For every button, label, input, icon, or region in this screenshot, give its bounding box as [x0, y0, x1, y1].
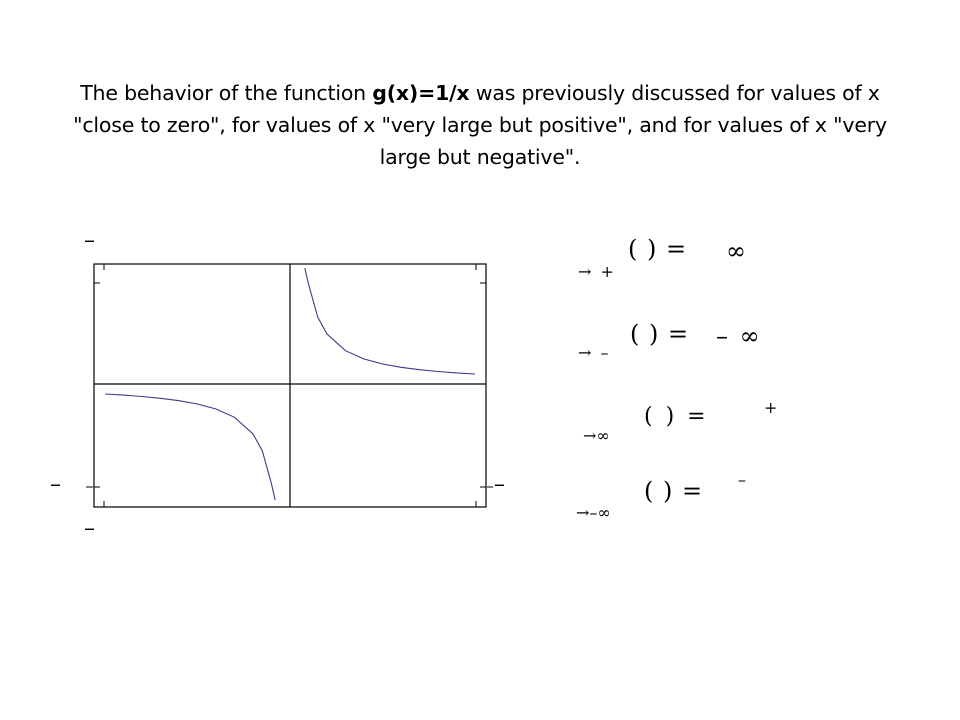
limit-approach: →∞: [583, 426, 610, 445]
limit-superscript: –: [738, 470, 746, 489]
axis-bottom-mark: –: [84, 516, 95, 541]
axis-left-mark: –: [50, 472, 61, 497]
limit-superscript: +: [764, 398, 778, 417]
axis-top-mark: –: [84, 228, 95, 253]
limit-approach: → –: [578, 343, 609, 362]
title-function: g(x)=1/x: [372, 81, 470, 105]
limit-parens: ( ) =: [644, 404, 706, 429]
title-text-1: The behavior of the function: [80, 81, 373, 105]
limit-parens: ( ) =: [628, 235, 687, 263]
limit-result: – ∞: [716, 322, 760, 350]
title-text-2: was previously discussed for values of x "close to zero", for values of x "very large but positive", and for values of x "very large but negative".: [73, 81, 887, 169]
axis-right-mark: –: [494, 472, 505, 497]
limit-parens: ( ) =: [644, 477, 703, 505]
limit-approach: →–∞: [576, 503, 611, 522]
limit-approach: → +: [578, 262, 614, 281]
curve-left-branch: [105, 394, 275, 500]
curve-right-branch: [305, 268, 475, 374]
limit-result: ∞: [726, 237, 746, 265]
limit-parens: ( ) =: [630, 320, 689, 348]
